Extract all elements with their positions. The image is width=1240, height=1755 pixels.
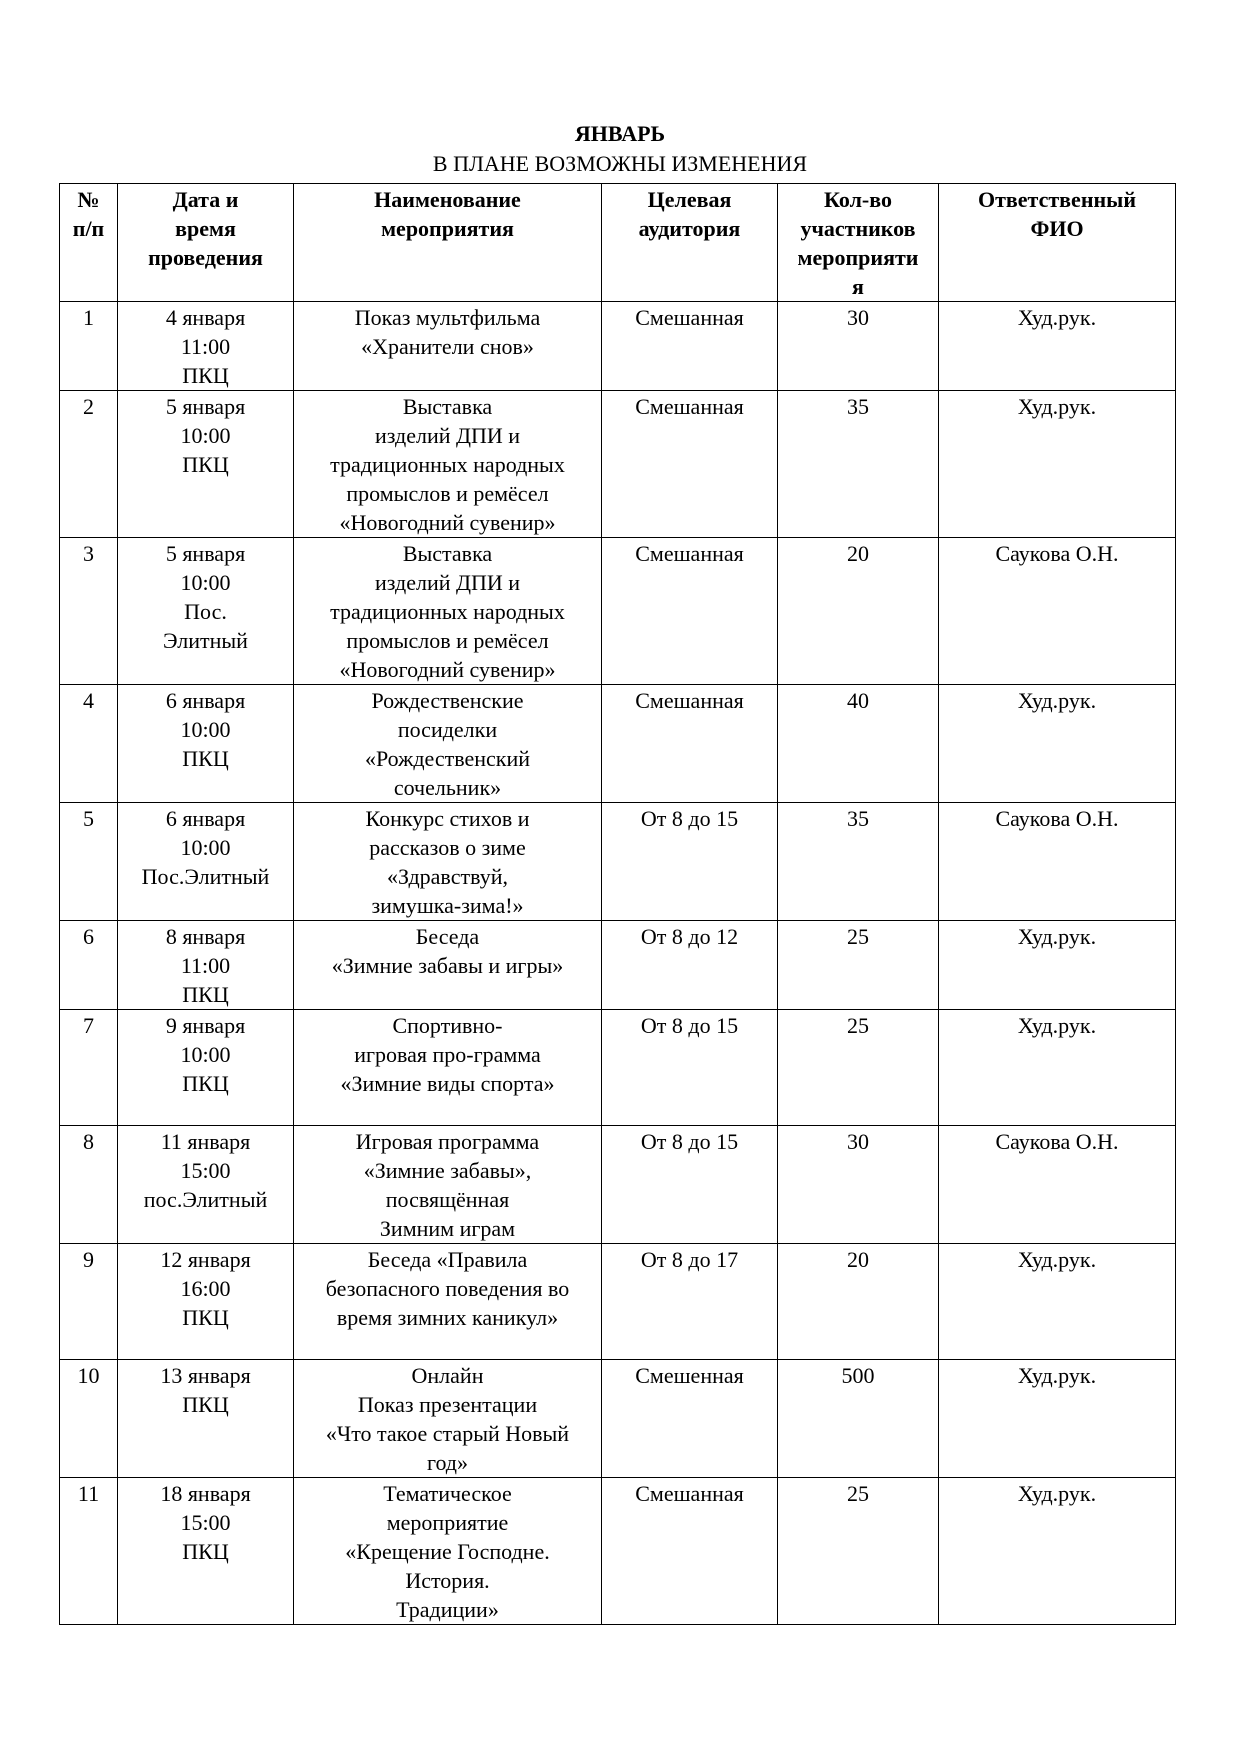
row-number: 4 xyxy=(60,685,118,803)
row-audience: Смешанная xyxy=(602,1478,778,1625)
row-participants: 30 xyxy=(778,1126,939,1244)
header-event-name: Наименование мероприятия xyxy=(294,184,602,302)
row-audience: От 8 до 15 xyxy=(602,1126,778,1244)
row-event: Выставка изделий ДПИ и традиционных народных промыслов и ремёсел «Новогодний сувенир» xyxy=(294,391,602,538)
page-title: ЯНВАРЬ xyxy=(574,121,666,146)
row-participants: 25 xyxy=(778,1478,939,1625)
row-event: Конкурс стихов и рассказов о зиме «Здравствуй, зимушка-зима!» xyxy=(294,803,602,921)
row-responsible: Худ.рук. xyxy=(939,1244,1176,1360)
table-row xyxy=(60,1010,1176,1126)
row-date: 5 января 10:00 ПКЦ xyxy=(118,391,294,538)
table-row xyxy=(60,1244,1176,1360)
row-number: 2 xyxy=(60,391,118,538)
row-event: Игровая программа «Зимние забавы», посвящённая Зимним играм xyxy=(294,1126,602,1244)
row-number: 1 xyxy=(60,302,118,391)
row-audience: Смешанная xyxy=(602,302,778,391)
row-date: 18 января 15:00 ПКЦ xyxy=(118,1478,294,1625)
row-event: Показ мультфильма «Хранители снов» xyxy=(294,302,602,391)
row-responsible: Худ.рук. xyxy=(939,1478,1176,1625)
row-participants: 20 xyxy=(778,1244,939,1360)
row-responsible: Худ.рук. xyxy=(939,391,1176,538)
row-participants: 20 xyxy=(778,538,939,685)
row-number: 7 xyxy=(60,1010,118,1126)
row-participants: 40 xyxy=(778,685,939,803)
row-audience: От 8 до 17 xyxy=(602,1244,778,1360)
row-audience: Смешенная xyxy=(602,1360,778,1478)
row-participants: 25 xyxy=(778,921,939,1010)
row-number: 10 xyxy=(60,1360,118,1478)
row-date: 11 января 15:00 пос.Элитный xyxy=(118,1126,294,1244)
table-row xyxy=(60,1478,1176,1625)
table-row xyxy=(60,391,1176,538)
row-event: Беседа «Правила безопасного поведения во время зимних каникул» xyxy=(294,1244,602,1360)
table-row xyxy=(60,803,1176,921)
row-participants: 500 xyxy=(778,1360,939,1478)
row-number: 6 xyxy=(60,921,118,1010)
row-participants: 35 xyxy=(778,391,939,538)
row-responsible: Худ.рук. xyxy=(939,1010,1176,1126)
table-row xyxy=(60,685,1176,803)
row-responsible: Худ.рук. xyxy=(939,302,1176,391)
row-date: 12 января 16:00 ПКЦ xyxy=(118,1244,294,1360)
row-responsible: Саукова О.Н. xyxy=(939,803,1176,921)
table-row xyxy=(60,1360,1176,1478)
row-event: Выставка изделий ДПИ и традиционных народных промыслов и ремёсел «Новогодний сувенир» xyxy=(294,538,602,685)
row-participants: 30 xyxy=(778,302,939,391)
row-participants: 35 xyxy=(778,803,939,921)
row-date: 6 января 10:00 ПКЦ xyxy=(118,685,294,803)
row-date: 6 января 10:00 Пос.Элитный xyxy=(118,803,294,921)
row-number: 11 xyxy=(60,1478,118,1625)
header-audience: Целевая аудитория xyxy=(602,184,778,302)
row-responsible: Худ.рук. xyxy=(939,685,1176,803)
row-date: 9 января 10:00 ПКЦ xyxy=(118,1010,294,1126)
row-number: 5 xyxy=(60,803,118,921)
row-date: 8 января 11:00 ПКЦ xyxy=(118,921,294,1010)
row-responsible: Худ.рук. xyxy=(939,921,1176,1010)
header-date-time: Дата и время проведения xyxy=(118,184,294,302)
page-subtitle: В ПЛАНЕ ВОЗМОЖНЫ ИЗМЕНЕНИЯ xyxy=(432,151,808,176)
header-responsible: Ответственный ФИО xyxy=(939,184,1176,302)
table-row xyxy=(60,921,1176,1010)
row-audience: Смешанная xyxy=(602,685,778,803)
row-audience: Смешанная xyxy=(602,391,778,538)
row-date: 5 января 10:00 Пос. Элитный xyxy=(118,538,294,685)
row-responsible: Саукова О.Н. xyxy=(939,1126,1176,1244)
table-header-row xyxy=(60,184,1176,302)
table-row xyxy=(60,538,1176,685)
row-event: Спортивно- игровая про-грамма «Зимние виды спорта» xyxy=(294,1010,602,1126)
row-number: 8 xyxy=(60,1126,118,1244)
row-audience: От 8 до 15 xyxy=(602,803,778,921)
row-audience: Смешанная xyxy=(602,538,778,685)
row-date: 13 января ПКЦ xyxy=(118,1360,294,1478)
header-participants: Кол-во участников мероприяти я xyxy=(778,184,939,302)
table-row xyxy=(60,302,1176,391)
row-number: 9 xyxy=(60,1244,118,1360)
row-event: Тематическое мероприятие «Крещение Господне. История. Традиции» xyxy=(294,1478,602,1625)
row-responsible: Саукова О.Н. xyxy=(939,538,1176,685)
events-table xyxy=(59,183,1176,1625)
row-number: 3 xyxy=(60,538,118,685)
row-event: Онлайн Показ презентации «Что такое старый Новый год» xyxy=(294,1360,602,1478)
row-audience: От 8 до 15 xyxy=(602,1010,778,1126)
row-participants: 25 xyxy=(778,1010,939,1126)
row-date: 4 января 11:00 ПКЦ xyxy=(118,302,294,391)
table-row xyxy=(60,1126,1176,1244)
header-number: № п/п xyxy=(60,184,118,302)
row-audience: От 8 до 12 xyxy=(602,921,778,1010)
row-event: Рождественские посиделки «Рождественский сочельник» xyxy=(294,685,602,803)
row-event: Беседа «Зимние забавы и игры» xyxy=(294,921,602,1010)
row-responsible: Худ.рук. xyxy=(939,1360,1176,1478)
